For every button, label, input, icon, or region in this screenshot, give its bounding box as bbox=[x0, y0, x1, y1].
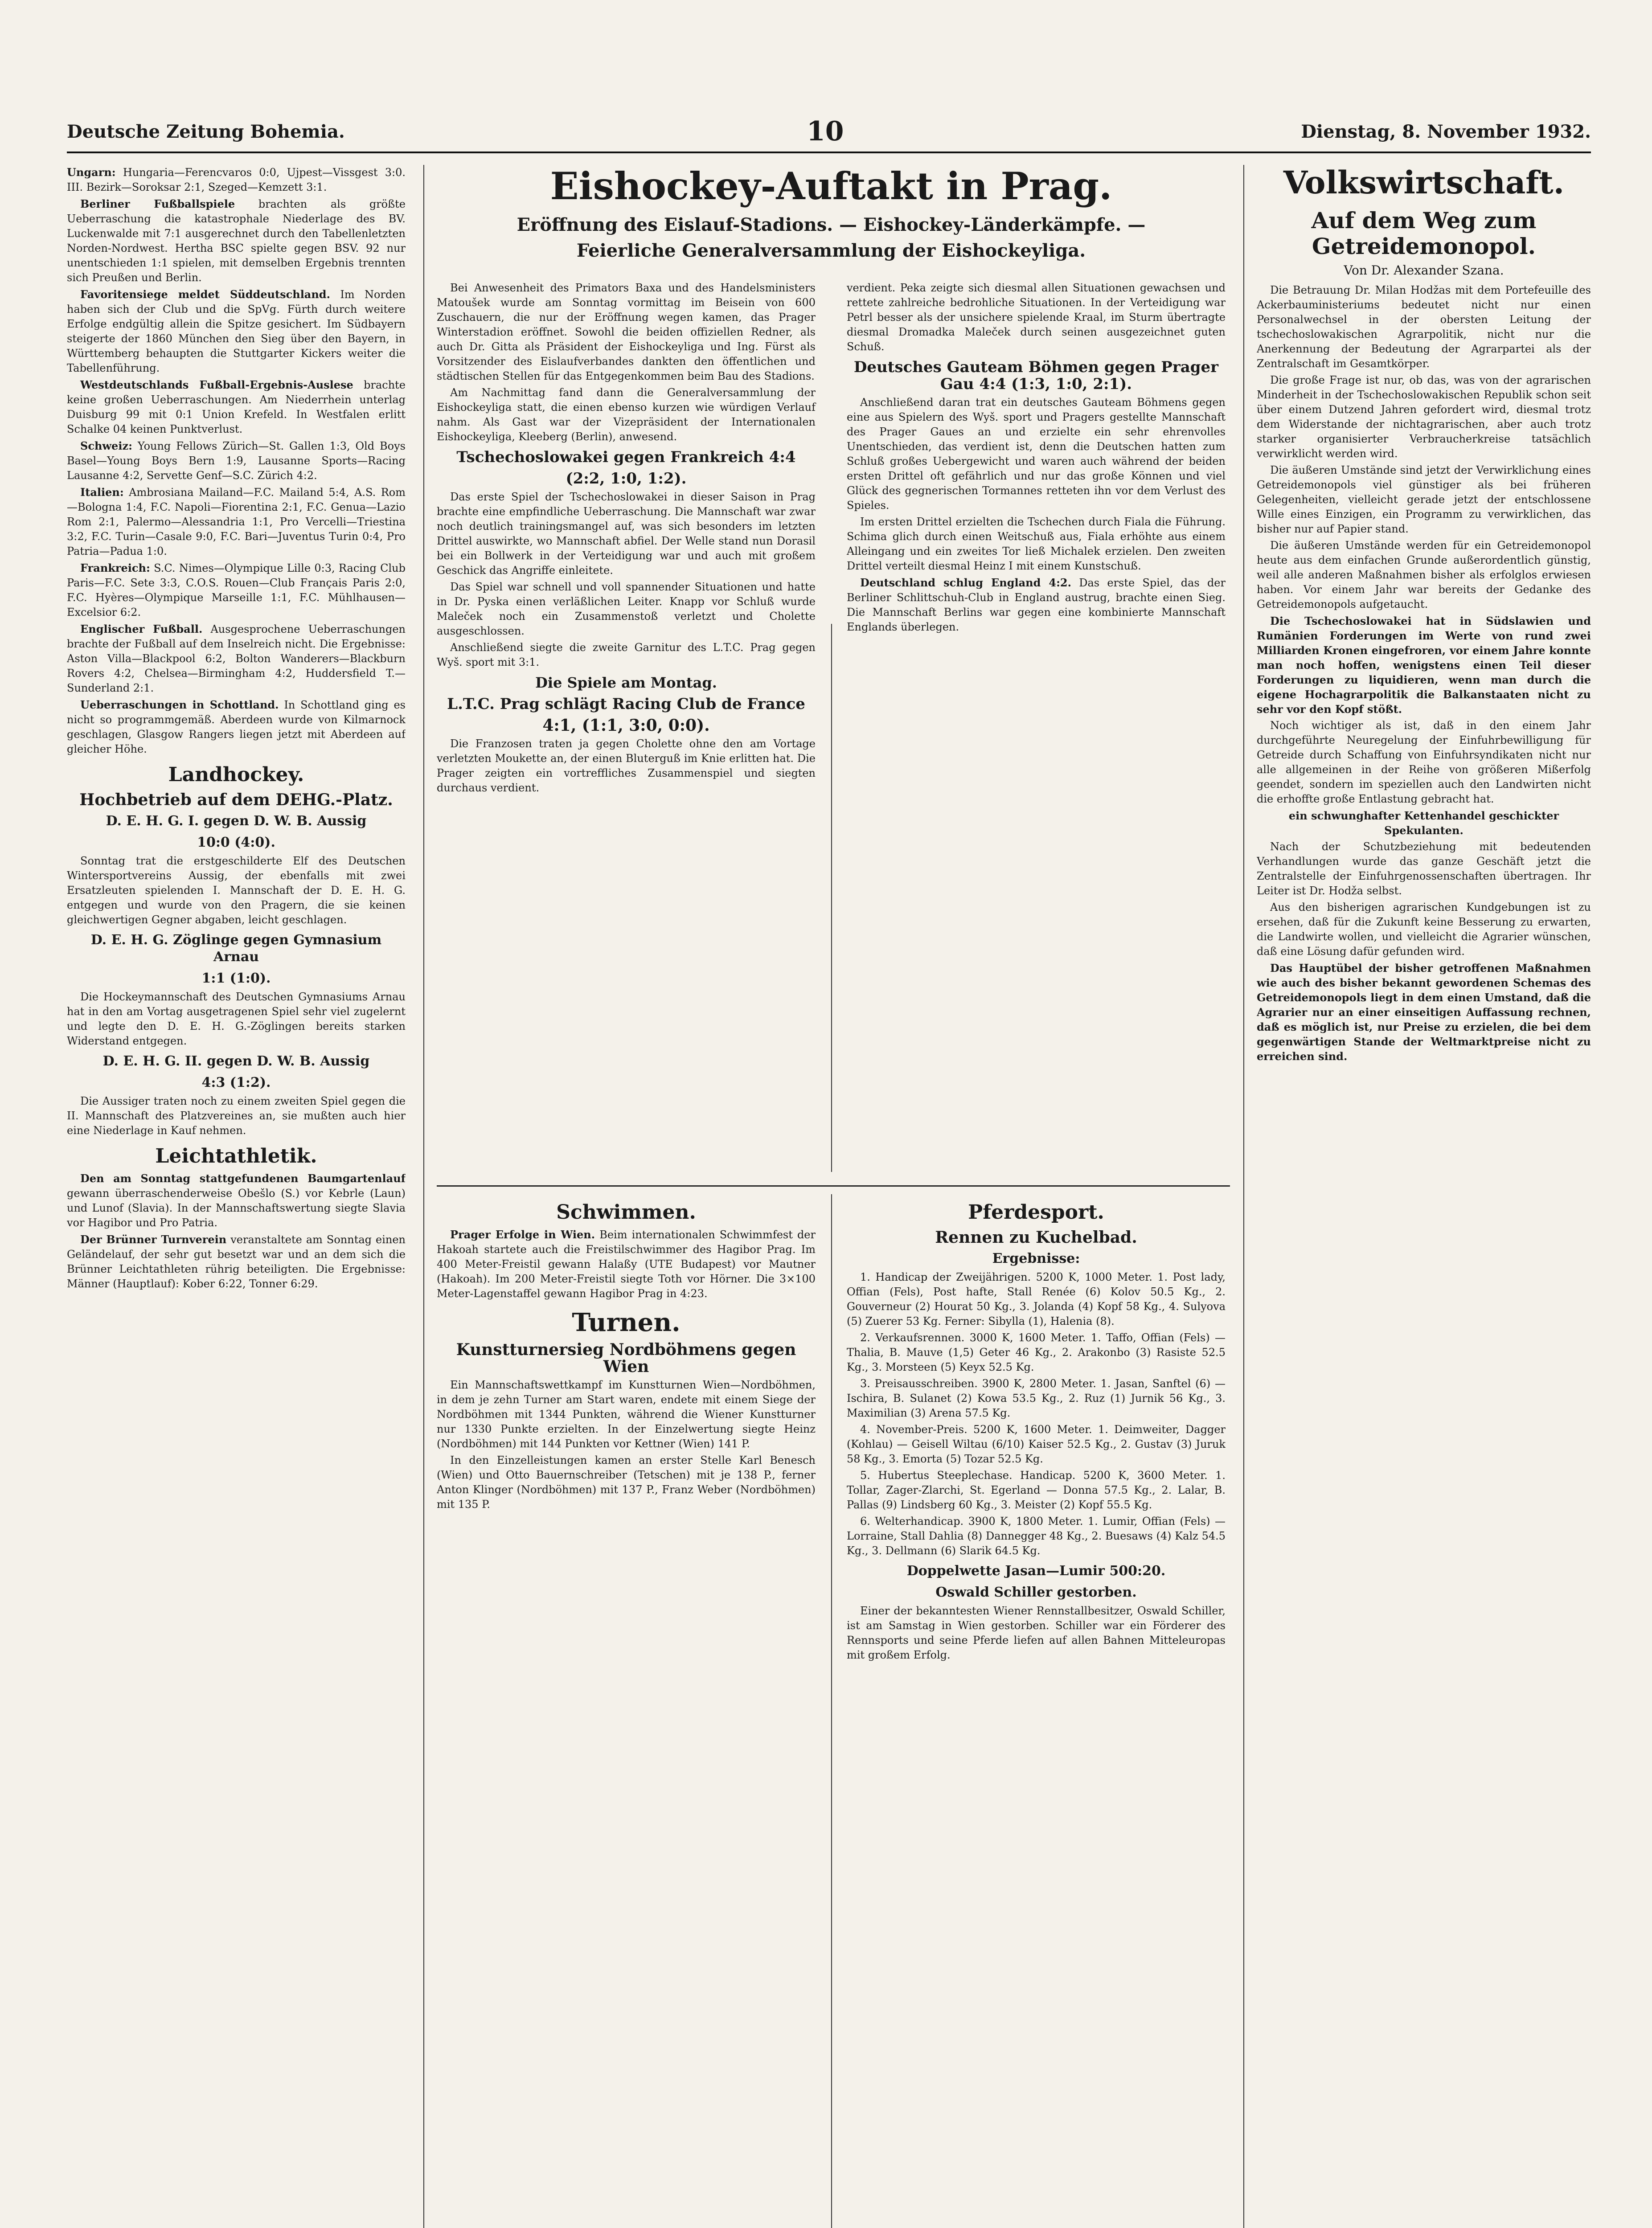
match-score: 4:1, (1:1, 3:0, 0:0). bbox=[542, 716, 710, 735]
paragraph: Ausgesprochene Ueberraschungen brachte der Fußball auf dem Inselreich nicht. Die Ergebnisse: Aston Villa—Blackpool 6:2, Bolton Wanderers—Blackburn Rovers 4:2, Chelsea—Birmingham 4:2, Huddersfield T.—Sunderland 2:1. bbox=[67, 623, 406, 694]
match-heading: D. E. H. G. Zöglinge gegen Gymnasium Arnau bbox=[90, 932, 382, 965]
section-heading-landhockey: Landhockey. bbox=[168, 763, 304, 786]
section-heading-leichtathletik: Leichtathletik. bbox=[155, 1145, 317, 1167]
bold-paragraph: Die Tschechoslowakei hat in Südslawien und Rumänien Forderungen im Werte von rund zwei Milliarden Kronen eingefroren, vor einem Jahre konnte man noch hoffen, wenigstens einen Teil dieser Forderungen zu liquidieren, wenn man durch die eigene Hochagrarpolitik die Balkanstaaten nicht zu sehr vor den Kopf stößt. bbox=[1257, 614, 1591, 716]
lead-berlin: Berliner Fußballspiele bbox=[80, 197, 235, 210]
paragraph: Die äußeren Umstände sind jetzt der Verwirklichung eines Getreidemonopols viel günstiger als bei früheren Gelegenheiten, vielleicht gerade jetzt der entschlossene Wille eines Einzigen, ein Programm zu verwirklichen, das bisher nur auf Papier stand. bbox=[1257, 464, 1591, 535]
paragraph: Einer der bekanntesten Wiener Rennstallbesitzer, Oswald Schiller, ist am Samstag in Wien gestorben. Schiller war ein Förderer des Rennsports und seine Pferde liefen auf allen Bahnen Mitteleuropas mit großem Erfolg. bbox=[847, 1605, 1226, 1661]
paragraph: Bei Anwesenheit des Primators Baxa und des Handelsministers Matoušek wurde am Sonntag vormittag im Beisein von 600 Zuschauern, die nur der Eröffnung wegen kamen, das Prager Winterstadion eröffnet. Sowohl die beiden offiziellen Redner, als auch Dr. Gitta als Präsident der Eishockeyliga und Ing. Fürst als Vorsitzender des Eislaufverbandes dankten den öffentlichen und städtischen Stellen für das Entgegenkommen beim Bau des Stadions. bbox=[437, 282, 816, 382]
page-number: 10 bbox=[807, 116, 844, 147]
lead-baumgartenlauf: Den am Sonntag stattgefundenen Baumgartenlauf bbox=[80, 1172, 406, 1185]
paragraph: Nach der Schutzbeziehung mit bedeutenden Verhandlungen wurde das ganze Geschäft jetzt die Zentralstelle der Einfuhrgenossenschaften übertragen. Ihr Leiter ist Dr. Hodža selbst. bbox=[1257, 840, 1591, 897]
paragraph: Die Hockeymannschaft des Deutschen Gymnasiums Arnau hat in den am Vortag ausgetragenen Spiel sehr viel zugelernt und legte den D. E. H. G.-Zöglingen bereits starken Widerstand entgegen. bbox=[67, 991, 406, 1047]
race-result: 5. Hubertus Steeplechase. Handicap. 5200 K, 3600 Meter. 1. Tollar, Zager-Zlarchi, St. Egerland — Donna 57.5 Kg., 2. Lalar, B. Pallas (9) Lindsberg 60 Kg., 3. Meister (2) Kopf 55.5 Kg. bbox=[847, 1469, 1226, 1511]
newspaper-page bbox=[67, 116, 1591, 2228]
section-heading-schwimmen: Schwimmen. bbox=[556, 1201, 696, 1224]
paragraph: verdient. Peka zeigte sich diesmal allen Situationen gewachsen und rettete zahlreiche bedrohliche Situationen. In der Verteidigung war Petrl besser als der unsichere spielende Kraal, im Sturm übertragte diesmal Dromadka Maleček durch seinen ausgezeichnet guten Schuß. bbox=[847, 282, 1226, 353]
paragraph: Am Nachmittag fand dann die Generalversammlung der Eishockeyliga statt, die einen ebenso kurzen wie würdigen Verlauf nahm. Als Gast war der Vizepräsident der Internationalen Eishockeyliga, Kleeberg (Berlin), anwesend. bbox=[437, 386, 816, 443]
section-heading-pferdesport: Pferdesport. bbox=[968, 1201, 1104, 1224]
bold-paragraph: ein schwunghafter Kettenhandel geschickter Spekulanten. bbox=[1288, 809, 1559, 837]
article-heading: Rennen zu Kuchelbad. bbox=[935, 1228, 1137, 1247]
race-result: 1. Handicap der Zweijährigen. 5200 K, 1000 Meter. 1. Post lady, Offian (Fels), Post hafte, Stall Renée (6) Kolov 50.5 Kg., 2. Gouverneur (2) Hourat 50 Kg., 3. Jolanda (4) Kopf 58 Kg., 4. Sulyova (5) Zuerer 53 Kg. Ferner: Sibylla (1), Halenia (8). bbox=[847, 1271, 1226, 1327]
article-eishockey bbox=[437, 165, 1226, 1176]
lead-prager-erfolge: Prager Erfolge in Wien. bbox=[450, 1228, 595, 1241]
paragraph: Anschließend siegte die zweite Garnitur des L.T.C. Prag gegen Wyš. sport mit 3:1. bbox=[437, 641, 816, 668]
paragraph: Die Betrauung Dr. Milan Hodžas mit dem Portefeuille des Ackerbauministeriums bedeutet nicht nur einen Personalwechsel in der obersten Leitung der tschechoslowakischen Agrarpolitik, nicht nur die Anerkennung der Bedeutung der Agrarpartei als der Zentralschaft im Gesamtkörper. bbox=[1257, 284, 1591, 370]
paragraph: brachte keine großen Ueberraschungen. Am Niederrhein unterlag Duisburg 99 mit 0:1 Union Krefeld. In Westfalen erlitt Schalke 04 keinen Punktverlust. bbox=[67, 379, 406, 435]
race-result: 6. Welterhandicap. 3900 K, 1800 Meter. 1. Lumir, Offian (Fels) — Lorraine, Stall Dahlia (8) Dannegger 48 Kg., 2. Buesaws (4) Kalz 54.5 Kg., 3. Dellmann (6) Slarik 64.5 Kg. bbox=[847, 1515, 1226, 1557]
bold-paragraph: Das Hauptübel der bisher getroffenen Maßnahmen wie auch des bisher bekannt gewordenen Schemas des Getreidemonopols liegt in dem einen Umstand, daß die Agrarier nur an einer einseitigen Auffassung rechnen, daß es möglich ist, nur Preise zu erzielen, die bei dem gegenwärtigen Stande der Weltmarktpreise nicht zu erreichen sind. bbox=[1257, 962, 1591, 1063]
article-heading: Oswald Schiller gestorben. bbox=[935, 1585, 1137, 1600]
match-score: 4:3 (1:2). bbox=[201, 1075, 271, 1090]
match-heading: Tschechoslowakei gegen Frankreich 4:4 bbox=[456, 448, 796, 466]
sub-heading: Die Spiele am Montag. bbox=[535, 674, 717, 691]
lead-frankreich: Frankreich: bbox=[80, 561, 150, 574]
paragraph: Die Aussiger traten noch zu einem zweiten Spiel gegen die II. Mannschaft des Platzvereines an, sie mußten auch hier eine Niederlage in Kauf nehmen. bbox=[67, 1095, 406, 1137]
headline-eishockey: Eishockey-Auftakt in Prag. bbox=[550, 165, 1112, 208]
lead-turnverein: Der Brünner Turnverein bbox=[80, 1233, 227, 1246]
lead-schottland: Ueberraschungen in Schottland. bbox=[80, 698, 279, 711]
page-header bbox=[67, 116, 1591, 153]
column-schwimmen-turnen bbox=[437, 1194, 816, 2228]
sub-heading: Doppelwette Jasan—Lumir 500:20. bbox=[906, 1563, 1166, 1579]
paragraph: veranstaltete am Sonntag einen Geländelauf, der sehr gut besetzt war und an dem sich die Brünner Leichtathleten rührig beteiligten. Die Ergebnisse: Männer (Hauptlauf): Kober 6:22, Tonner 6:29. bbox=[67, 1233, 406, 1290]
section-rule bbox=[437, 1185, 1230, 1187]
paragraph: Sonntag trat die erstgeschilderte Elf des Deutschen Wintersportvereins Aussig, der ebenfalls mit zwei Ersatzleuten spielenden I. Mannschaft der D. E. H. G. entgegen und wurde von den Pragern, die sie keinen gleichwertigen Gegner abgaben, leicht geschlagen. bbox=[67, 855, 406, 926]
race-result: 4. November-Preis. 5200 K, 1600 Meter. 1. Deimweiter, Dagger (Kohlau) — Geisell Wiltau (6/10) Kaiser 52.5 Kg., 2. Gustav (3) Juruk 58 Kg., 3. Emorta (5) Tozar 52.5 Kg. bbox=[847, 1423, 1226, 1465]
article-col-left bbox=[437, 281, 816, 797]
article-heading: Kunstturnersieg Nordböhmens gegen Wien bbox=[456, 1340, 796, 1376]
paragraph: Die große Frage ist nur, ob das, was von der agrarischen Minderheit in der Tschechoslowakischen Republik schon seit über einem Dutzend Jahren gefordert wird, diesmal trotz dem Widerstande der nichtagrarischen, aber auch trotz starker organisierter Verbraucherkreise tatsächlich verwirklicht werden wird. bbox=[1257, 374, 1591, 460]
paragraph: In den Einzelleistungen kamen an erster Stelle Karl Benesch (Wien) und Otto Bauernschreiber (Tetschen) mit je 138 P., ferner Anton Klinger (Nordböhmen) mit 137 P., Franz Weber (Nordböhmen) mit 135 P. bbox=[437, 1454, 816, 1511]
paragraph: gewann überraschenderweise Obešlo (S.) vor Kebrle (Laun) und Lunof (Slavia). In der Mannschaftswertung siegte Slavia vor Hagibor und Pro Patria. bbox=[67, 1187, 406, 1229]
match-heading: D. E. H. G. I. gegen D. W. B. Aussig bbox=[106, 813, 367, 829]
match-heading: L.T.C. Prag schlägt Racing Club de France bbox=[447, 695, 805, 713]
match-heading: D. E. H. G. II. gegen D. W. B. Aussig bbox=[102, 1053, 370, 1069]
masthead: Deutsche Zeitung Bohemia. bbox=[67, 121, 345, 142]
lead-schweiz: Schweiz: bbox=[80, 439, 132, 452]
article-heading: Hochbetrieb auf dem DEHG.-Platz. bbox=[79, 790, 393, 809]
paragraph: In Schottland ging es nicht so programmgemäß. Aberdeen wurde von Kilmarnock geschlagen, Glasgow Rangers liegen jetzt mit Aberdeen auf gleicher Höhe. bbox=[67, 699, 406, 755]
match-score: 1:1 (1:0). bbox=[201, 971, 271, 986]
paragraph: Young Fellows Zürich—St. Gallen 1:3, Old Boys Basel—Young Boys Bern 1:9, Lausanne Sports—Racing Lausanne 4:2, Servette Genf—S.C. Zürich 4:2. bbox=[67, 440, 406, 482]
race-result: 2. Verkaufsrennen. 3000 K, 1600 Meter. 1. Taffo, Offian (Fels) — Thalia, B. Mauve (1,5) Geter 46 Kg., 2. Arakonbo (3) Rasiste 52.5 Kg., 3. Morsteen (5) Keyx 52.5 Kg. bbox=[847, 1331, 1226, 1373]
subheadline: Eröffnung des Eislauf-Stadions. — Eishockey-Länderkämpfe. — bbox=[517, 214, 1146, 235]
subheadline: Feierliche Generalversammlung der Eishockeyliga. bbox=[576, 240, 1086, 261]
paragraph: Ein Mannschaftswettkampf im Kunstturnen Wien—Nordböhmen, in dem je zehn Turner am Start waren, endete mit einem Siege der Nordböhmen mit 1344 Punkten, während die Wiener Kunstturner nur 1330 Punkte erzielten. In der Einzelwertung siegte Heinz (Nordböhmen) mit 144 Punkten vor Kettner (Wien) 141 P. bbox=[437, 1379, 816, 1450]
paragraph: Aus den bisherigen agrarischen Kundgebungen ist zu ersehen, daß für die Zukunft keine Besserung zu erwarten, die Landwirte wollen, und vielleicht die Agrarier wünschen, daß eine Lösung dafür gefunden wird. bbox=[1257, 901, 1591, 958]
lead-sueddeutschland: Favoritensiege meldet Süddeutschland. bbox=[80, 288, 330, 301]
section-heading-volkswirtschaft: Volkswirtschaft. bbox=[1283, 165, 1565, 201]
column-volkswirtschaft bbox=[1257, 165, 1591, 2228]
match-score: (2:2, 1:0, 1:2). bbox=[566, 470, 687, 487]
lead-england: Englischer Fußball. bbox=[80, 623, 203, 635]
match-score: 10:0 (4:0). bbox=[197, 835, 275, 850]
paragraph: Das erste Spiel der Tschechoslowakei in dieser Saison in Prag brachte eine empfindliche Ueberraschung. Die Mannschaft war zwar noch deutlich trainingsmangel auf, was sich besonders im letzten Drittel auswirkte, wo Mannschaft abfiel. Der Welle stand nun Dorasil bei ein Bollwerk in der Verteidigung war und auch mit großem Geschick das Angriffe einleitete. bbox=[437, 491, 816, 577]
paragraph: Das erste Spiel, das der Berliner Schlittschuh-Club in England austrug, brachte einen Sieg. Die Mannschaft Berlins war gegen eine kombinierte Mannschaft Englands überlegen. bbox=[847, 577, 1226, 633]
race-result: 3. Preisausschreiben. 3900 K, 2800 Meter. 1. Jasan, Sanftel (6) — Ischira, B. Sulanet (2) Kowa 53.5 Kg., 2. Ruz (1) Jurnik 56 Kg., 3. Maximilian (3) Arena 57.5 Kg. bbox=[847, 1377, 1226, 1419]
paragraph: Beim internationalen Schwimmfest der Hakoah startete auch die Freistilschwimmer des Hagibor Prag. Im 400 Meter-Freistil gewann Halaßy (UTE Budapest) vor Mautner (Hakoah). Im 200 Meter-Freistil siegte Toth vor Hörner. Die 3×100 Meter-Lagenstaffel gewann Hagibor Prag in 4:23. bbox=[437, 1229, 816, 1300]
paragraph: Anschließend daran trat ein deutsches Gauteam Böhmens gegen eine aus Spielern des Wyš. sport und Pragers gestellte Mannschaft des Prager Gaues an und erzielte ein sehr ehrenvolles Unentschieden, das verdient ist, denn die Deutschen hatten zum Schluß großes Uebergewicht und waren auch während der beiden ersten Drittel oft gefährlich und nur das große Können und viel Glück des gegnerischen Tormannes retteten ihn vor dem Verlust des Spieles. bbox=[847, 396, 1226, 512]
sub-heading: Ergebnisse: bbox=[992, 1251, 1080, 1266]
paragraph: Die Franzosen traten ja gegen Cholette ohne den am Vortage verletzten Moukette an, der einen Bluterguß im Knie erlitten hat. Die Prager zeigten ein vortreffliches Zusammenspiel und siegten durchaus verdient. bbox=[437, 737, 816, 794]
paragraph: Im ersten Drittel erzielten die Tschechen durch Fiala die Führung. Schima glich durch einen Weitschuß aus, Fiala erhöhte aus einem Alleingang und ein zweites Tor ließ Michalek erzielen. Den zweiten Drittel verteilt diesmal Heinz I mit einem Kunstschuß. bbox=[847, 516, 1226, 572]
lead-ungarn: Ungarn: bbox=[67, 166, 116, 179]
column-pferdesport bbox=[847, 1194, 1226, 2228]
paragraph: Im Norden haben sich der Club und die SpVg. Fürth durch weitere Erfolge endgültig allein die Spitze gesichert. Im Südbayern steigerte der 1860 München den Sieg über den Bayern, in Württemberg behaupten die Stuttgarter Kickers weiter die Tabellenführung. bbox=[67, 288, 406, 374]
paragraph: Hungaria—Ferencvaros 0:0, Ujpest—Vissgest 3:0. III. Bezirk—Soroksar 2:1, Szeged—Kemzett 3:1. bbox=[67, 166, 406, 193]
column-rule bbox=[1243, 165, 1244, 2228]
paragraph: Noch wichtiger als ist, daß in den einem Jahr durchgeführte Neuregelung der Einfuhrbewilligung für Getreide durch Schaffung von Einfuhrsyndikaten nicht nur alle allgemeinen in der Reihe von größeren Mißerfolg geendet, sondern im speziellen auch den Landwirten nicht die erhoffte große Entlastung gebracht hat. bbox=[1257, 719, 1591, 805]
paragraph: S.C. Nimes—Olympique Lille 0:3, Racing Club Paris—F.C. Sete 3:3, C.O.S. Rouen—Club Français Paris 2:0, F.C. Hyères—Olympique Marseille 1:1, F.C. Mühlhausen—Excelsior 6:2. bbox=[67, 562, 406, 618]
column-rule bbox=[423, 165, 424, 2228]
article-heading: Auf dem Weg zum Getreidemonopol. bbox=[1311, 207, 1537, 259]
paragraph: brachten als größte Ueberraschung die katastrophale Niederlage des BV. Luckenwalde mit 7:1 ausgerechnet durch den Tabellenletzten Norden-Nordwest. Hertha BSC spielte gegen BSV. 92 nur unentschieden 1:1 spielen, mit demselben Ergebnis trennten sich Preußen und Berlin. bbox=[67, 198, 406, 284]
lead-england: Deutschland schlug England 4:2. bbox=[860, 576, 1071, 589]
paragraph: Ambrosiana Mailand—F.C. Mailand 5:4, A.S. Rom—Bologna 1:4, F.C. Napoli—Fiorentina 2:1, F.C. Genua—Lazio Rom 2:1, Palermo—Alessandria 1:1, Pro Vercelli—Triestina 3:2, F.C. Turin—Casale 9:0, F.C. Bari—Juventus Turin 0:4, Pro Patria—Padua 1:0. bbox=[67, 486, 406, 557]
article-col-right bbox=[847, 281, 1226, 636]
paragraph: Das Spiel war schnell und voll spannender Situationen und hatte in Dr. Pyska einen verläßlichen Leiter. Knapp vor Schluß wurde Maleček noch ein Zusammenstoß verletzt und Cholette ausgeschlossen. bbox=[437, 581, 816, 637]
column-sports-results bbox=[67, 165, 406, 2228]
lead-italien: Italien: bbox=[80, 486, 124, 499]
match-heading: Deutsches Gauteam Böhmen gegen Prager Gau 4:4 (1:3, 1:0, 2:1). bbox=[853, 358, 1219, 393]
issue-date: Dienstag, 8. November 1932. bbox=[1301, 121, 1591, 142]
byline: Von Dr. Alexander Szana. bbox=[1344, 263, 1504, 278]
lead-westdeutschland: Westdeutschlands Fußball-Ergebnis-Auslese bbox=[80, 378, 353, 391]
section-heading-turnen: Turnen. bbox=[572, 1308, 680, 1337]
paragraph: Die äußeren Umstände werden für ein Getreidemonopol heute aus dem einfachen Grunde außerordentlich günstig, weil alle anderen Maßnahmen bisher als erfolglos erwiesen haben. Vor einem Jahr war bereits der Gedanke des Getreidemonopols aufgetaucht. bbox=[1257, 539, 1591, 610]
column-rule bbox=[831, 1194, 832, 2228]
